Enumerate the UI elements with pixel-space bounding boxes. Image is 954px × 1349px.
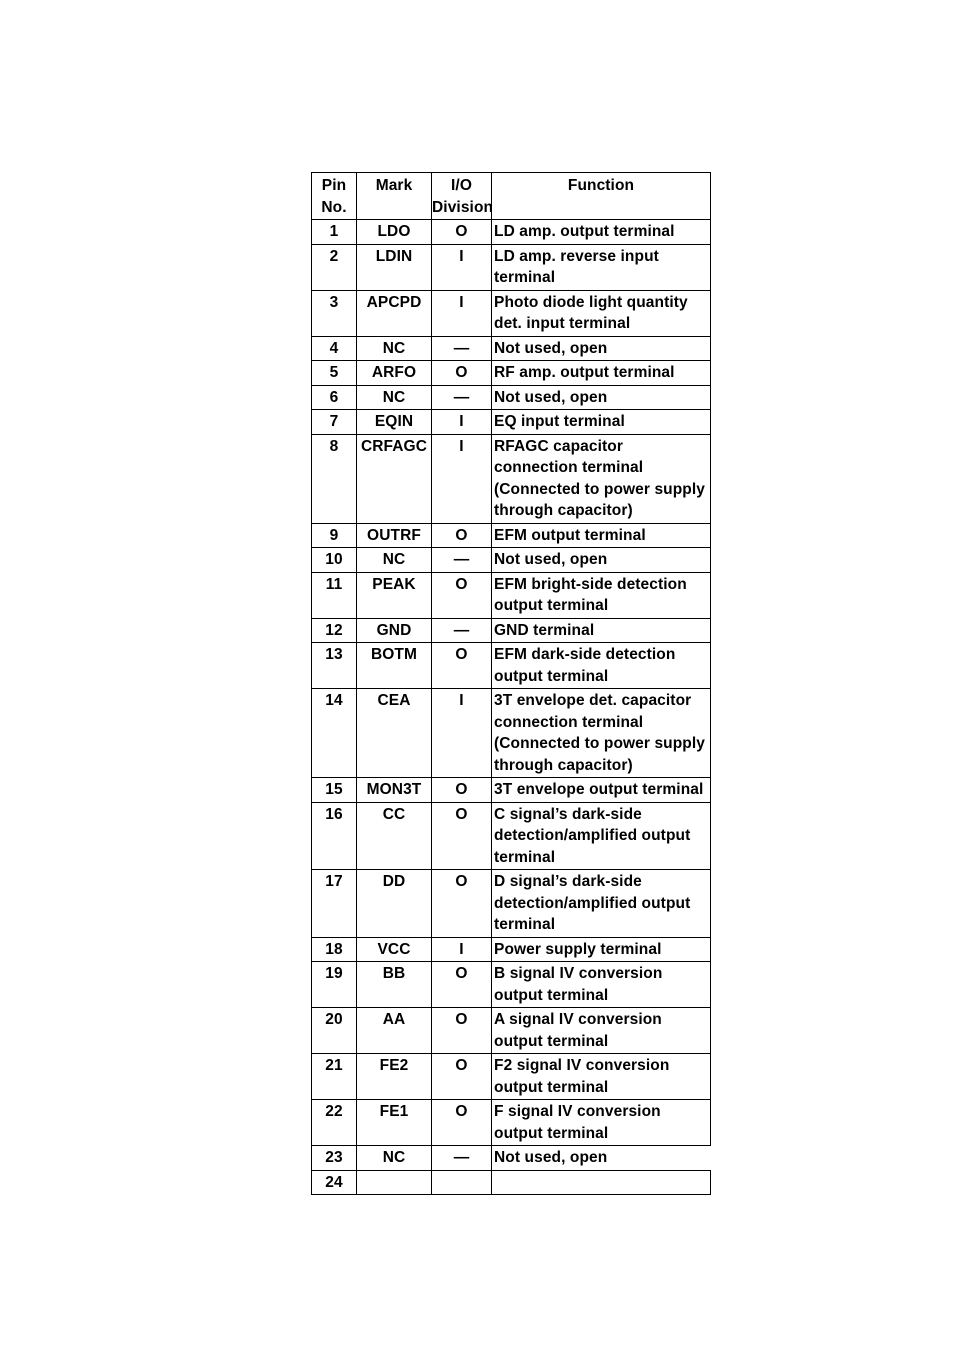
pin-function-table-container xyxy=(311,172,710,1195)
function-cell: B signal IV conversion output terminal xyxy=(492,962,711,1008)
pin-cell: 15 xyxy=(312,778,357,803)
mark-cell: VCC xyxy=(357,937,432,962)
mark-cell: OUTRF xyxy=(357,523,432,548)
function-cell: Photo diode light quantity det. input terminal xyxy=(492,290,711,336)
io-division-cell: — xyxy=(432,618,492,643)
function-cell: EQ input terminal xyxy=(492,410,711,435)
table-row xyxy=(312,220,711,245)
function-cell: Power supply terminal xyxy=(492,937,711,962)
io-division-cell: O xyxy=(432,870,492,938)
header-pin-line1: Pin xyxy=(321,177,347,194)
pin-cell: 2 xyxy=(312,244,357,290)
table-row xyxy=(312,410,711,435)
mark-cell: ARFO xyxy=(357,361,432,386)
io-division-cell: I xyxy=(432,937,492,962)
function-cell: F signal IV conversion output terminal xyxy=(492,1100,711,1146)
function-cell: F2 signal IV conversion output terminal xyxy=(492,1054,711,1100)
pin-cell: 11 xyxy=(312,572,357,618)
pin-cell: 22 xyxy=(312,1100,357,1146)
table-row xyxy=(312,523,711,548)
function-cell: RF amp. output terminal xyxy=(492,361,711,386)
mark-cell: NC xyxy=(357,548,432,573)
mark-cell: APCPD xyxy=(357,290,432,336)
io-division-cell: I xyxy=(432,410,492,435)
mark-cell xyxy=(357,1170,432,1195)
table-row xyxy=(312,336,711,361)
mark-cell: BB xyxy=(357,962,432,1008)
io-division-cell: O xyxy=(432,1100,492,1146)
mark-cell: GND xyxy=(357,618,432,643)
header-io-line2: Division xyxy=(432,198,494,216)
pin-cell: 8 xyxy=(312,434,357,523)
function-cell: EFM dark-side detection output terminal xyxy=(492,643,711,689)
mark-cell: NC xyxy=(357,336,432,361)
pin-cell: 12 xyxy=(312,618,357,643)
table-header-row xyxy=(312,173,711,220)
mark-cell: CEA xyxy=(357,689,432,778)
pin-cell: 23 xyxy=(312,1146,357,1171)
header-pin-no xyxy=(312,173,357,220)
mark-cell: FE1 xyxy=(357,1100,432,1146)
function-cell: EFM bright-side detection output terminal xyxy=(492,572,711,618)
mark-cell: PEAK xyxy=(357,572,432,618)
table-row xyxy=(312,618,711,643)
mark-cell: LDO xyxy=(357,220,432,245)
header-io-line1: I/O xyxy=(451,177,472,194)
pin-cell: 21 xyxy=(312,1054,357,1100)
pin-cell: 14 xyxy=(312,689,357,778)
io-division-cell: O xyxy=(432,1054,492,1100)
io-division-cell: — xyxy=(432,548,492,573)
mark-cell: LDIN xyxy=(357,244,432,290)
function-cell: 3T envelope output terminal xyxy=(492,778,711,803)
table-row xyxy=(312,962,711,1008)
table-row xyxy=(312,1100,711,1146)
function-cell: Not used, open xyxy=(492,1146,711,1171)
pin-cell: 10 xyxy=(312,548,357,573)
pin-cell: 4 xyxy=(312,336,357,361)
mark-cell: NC xyxy=(357,1146,432,1171)
function-cell xyxy=(492,1170,711,1195)
pin-cell: 24 xyxy=(312,1170,357,1195)
io-division-cell: O xyxy=(432,962,492,1008)
pin-cell: 3 xyxy=(312,290,357,336)
table-row xyxy=(312,361,711,386)
io-division-cell: I xyxy=(432,290,492,336)
function-cell: RFAGC capacitor connection terminal (Connected to power supply through capacitor) xyxy=(492,434,711,523)
io-division-cell: — xyxy=(432,385,492,410)
function-cell: Not used, open xyxy=(492,336,711,361)
mark-cell: FE2 xyxy=(357,1054,432,1100)
header-io-division xyxy=(432,173,492,220)
io-division-cell xyxy=(432,1170,492,1195)
function-cell: LD amp. output terminal xyxy=(492,220,711,245)
table-row xyxy=(312,1008,711,1054)
mark-cell: EQIN xyxy=(357,410,432,435)
table-row xyxy=(312,1054,711,1100)
table-row xyxy=(312,385,711,410)
header-pin-line2: No. xyxy=(321,198,347,216)
function-cell: EFM output terminal xyxy=(492,523,711,548)
io-division-cell: I xyxy=(432,434,492,523)
pin-cell: 19 xyxy=(312,962,357,1008)
page-bottom-margin xyxy=(0,1208,954,1349)
function-cell: LD amp. reverse input terminal xyxy=(492,244,711,290)
mark-cell: NC xyxy=(357,385,432,410)
pin-cell: 16 xyxy=(312,802,357,870)
header-mark: Mark xyxy=(357,173,432,220)
table-row xyxy=(312,937,711,962)
mark-cell: BOTM xyxy=(357,643,432,689)
mark-cell: CC xyxy=(357,802,432,870)
function-cell: D signal’s dark-side detection/amplified output terminal xyxy=(492,870,711,938)
function-cell: C signal’s dark-side detection/amplified output terminal xyxy=(492,802,711,870)
table-row xyxy=(312,572,711,618)
function-cell: 3T envelope det. capacitor connection terminal (Connected to power supply through capacitor) xyxy=(492,689,711,778)
table-row xyxy=(312,778,711,803)
pin-cell: 1 xyxy=(312,220,357,245)
pin-cell: 13 xyxy=(312,643,357,689)
io-division-cell: O xyxy=(432,778,492,803)
io-division-cell: O xyxy=(432,361,492,386)
table-row xyxy=(312,802,711,870)
io-division-cell: O xyxy=(432,220,492,245)
pin-cell: 5 xyxy=(312,361,357,386)
io-division-cell: O xyxy=(432,802,492,870)
io-division-cell: O xyxy=(432,1008,492,1054)
table-row xyxy=(312,1170,711,1195)
pin-function-table xyxy=(311,172,711,1195)
pin-cell: 17 xyxy=(312,870,357,938)
io-division-cell: — xyxy=(432,336,492,361)
mark-cell: DD xyxy=(357,870,432,938)
pin-cell: 18 xyxy=(312,937,357,962)
table-row xyxy=(312,643,711,689)
io-division-cell: O xyxy=(432,572,492,618)
io-division-cell: I xyxy=(432,689,492,778)
function-cell: Not used, open xyxy=(492,385,711,410)
mark-cell: CRFAGC xyxy=(357,434,432,523)
table-row xyxy=(312,689,711,778)
table-row xyxy=(312,548,711,573)
pin-cell: 7 xyxy=(312,410,357,435)
io-division-cell: I xyxy=(432,244,492,290)
pin-cell: 6 xyxy=(312,385,357,410)
function-cell: Not used, open xyxy=(492,548,711,573)
table-row xyxy=(312,244,711,290)
mark-cell: AA xyxy=(357,1008,432,1054)
table-row xyxy=(312,290,711,336)
header-function: Function xyxy=(492,173,711,220)
function-cell: GND terminal xyxy=(492,618,711,643)
function-cell: A signal IV conversion output terminal xyxy=(492,1008,711,1054)
io-division-cell: O xyxy=(432,643,492,689)
io-division-cell: O xyxy=(432,523,492,548)
pin-cell: 20 xyxy=(312,1008,357,1054)
io-division-cell: — xyxy=(432,1146,492,1171)
mark-cell: MON3T xyxy=(357,778,432,803)
table-row xyxy=(312,434,711,523)
pin-cell: 9 xyxy=(312,523,357,548)
table-row xyxy=(312,870,711,938)
table-row xyxy=(312,1146,711,1171)
